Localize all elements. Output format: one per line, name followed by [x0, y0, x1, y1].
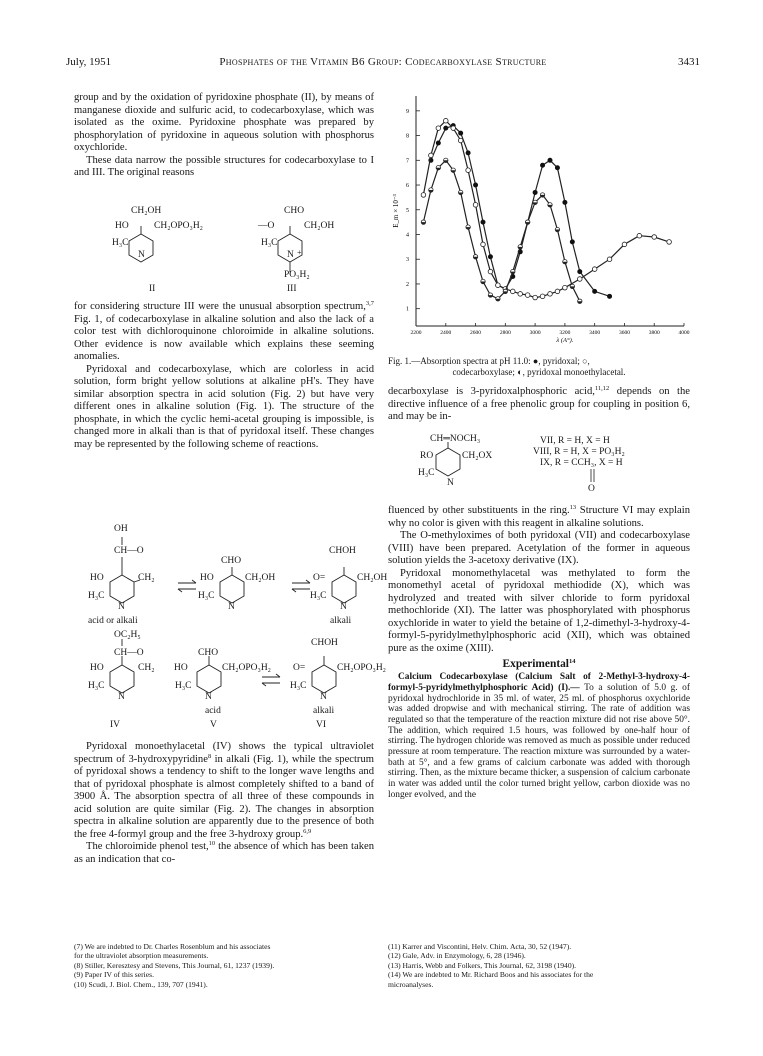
structures-II-III — [80, 222, 380, 300]
group-label: CH₂OH — [131, 206, 162, 216]
x-tick-label: 2200 — [410, 330, 422, 336]
caption-line: Fig. 1.—Absorption spectra at pH 11.0: ●, pyridoxal; ○, — [388, 356, 590, 366]
carbonyl-bond — [588, 468, 598, 484]
group-label: H₃C — [88, 591, 105, 601]
group-label: O — [588, 484, 595, 494]
data-point — [481, 242, 486, 247]
paragraph: Calcium Codecarboxylase (Calcium Salt of 2-Methyl-3-hydroxy-4-formyl-5-pyridylmethylphosphoric Acid) (I).— To a solution of 5.0 g. of pyridoxal hydrochloride in 35 ml. of water, 25 ml. of phosphorus oxychloride was added dropwise and with mechanical stirring. The rate of addition was regulated so that the temperature of the reaction mixture did not rise above 50°. The addition, which required 1.5 hours, was followed by one-half hour of stirring. The hydrogen chloride was removed as much as possible under reduced pressure at room temperature. The reaction mixture was surrounded by a water-bath at 5°, and a few grams of calcium carbonate was added with thorough stirring. Then, as the mixture became thicker, a suspension of calcium carbonate in water was added until the color turned bright yellow, carbon dioxide was no longer evolved, and the — [388, 672, 690, 800]
group-label: + — [297, 248, 302, 257]
group-label: O= — [313, 573, 326, 583]
data-point — [488, 269, 493, 274]
data-point — [444, 126, 448, 130]
figure-1-caption — [388, 356, 690, 378]
data-point — [592, 267, 597, 272]
footnote: (14) We are indebted to Mr. Richard Boos and his associates for the — [388, 970, 594, 980]
paragraph: The O-methyloximes of both pyridoxal (VII) and codecarboxylase (VIII) have been prepared. Acetylation of the former in aqueous solution yields the 3-acetoxy derivative (IX). — [388, 530, 690, 567]
condition-label: alkali — [330, 616, 352, 626]
group-label: CH═NOCH₃ — [430, 434, 481, 444]
group-label: N — [340, 602, 347, 612]
substituent-definition: VII, R = H, X = H — [540, 436, 610, 446]
data-point — [548, 292, 553, 297]
group-label: CHO — [284, 206, 305, 216]
data-point — [488, 255, 492, 259]
data-point — [474, 183, 478, 187]
group-label: CH₂OH — [304, 221, 335, 231]
group-label: N — [118, 602, 125, 612]
data-point — [510, 289, 515, 294]
group-label: N — [447, 478, 454, 488]
x-tick-label: 3000 — [529, 330, 541, 336]
footnote: (9) Paper IV of this series. — [74, 970, 154, 980]
group-label: CH₂OH — [245, 573, 276, 583]
group-label: RO — [420, 451, 434, 461]
group-label: CH₂ — [138, 663, 155, 673]
footnote: microanalyses. — [388, 979, 434, 989]
running-header — [66, 56, 700, 72]
data-point — [525, 293, 530, 298]
data-point — [459, 131, 463, 135]
pyridine-ring — [220, 575, 244, 603]
procedure-title: Calcium Codecarboxylase (Calcium Salt of 2-Methyl-3-hydroxy-4-formyl-5-pyridylmethylphosphoric Acid) (I).— — [388, 672, 690, 693]
data-point — [652, 235, 657, 240]
data-point — [436, 141, 440, 145]
figure-1-chart — [388, 90, 690, 352]
data-point — [593, 289, 597, 293]
group-label: H₃C — [418, 468, 435, 478]
x-tick-label: 3600 — [618, 330, 630, 336]
footnote: (11) Karrer and Viscontini, Helv. Chim. Acta, 30, 52 (1947). — [388, 942, 572, 951]
data-point — [548, 158, 552, 162]
group-label: CH₂OPO₃H₂ — [222, 663, 271, 673]
group-label: CHO — [221, 556, 242, 566]
right-column-middle — [388, 505, 690, 801]
x-tick-label: 3800 — [648, 330, 660, 336]
left-column-middle — [74, 301, 374, 452]
paragraph: group and by the oxidation of pyridoxine phosphate (II), by means of manganese dioxide and sulfuric acid, to codecarboxylase, which was isolated as the oxime. Pyridoxine phosphate was prepared by phosphorylation of pyridoxine in aqueous solution with phosphorus oxychloride. — [74, 92, 374, 154]
pyridine-ring — [312, 665, 336, 693]
x-tick-label: 2600 — [470, 330, 482, 336]
paragraph: The chloroimide phenol test,$^{10}$ the absence of which has been taken as an indication that co- — [74, 840, 374, 865]
data-point — [473, 203, 478, 208]
data-point — [451, 126, 456, 131]
group-label: N — [205, 692, 212, 702]
group-label: CHO — [198, 648, 219, 658]
group-label: HO — [200, 573, 214, 583]
substituent-definition: IX, R = CCH₃, X = H — [540, 458, 623, 468]
group-label: CH—O — [114, 546, 144, 556]
group-label: HO — [115, 221, 129, 231]
group-label: O= — [293, 663, 306, 673]
pyridine-ring — [110, 665, 134, 693]
footnote: (8) Stiller, Keresztesy and Stevens, This Journal, 61, 1237 (1939). — [74, 960, 275, 970]
y-tick-label: 2 — [406, 281, 409, 288]
footnote: (10) Scudi, J. Biol. Chem., 139, 707 (1941). — [74, 979, 208, 989]
x-tick-label: 3400 — [589, 330, 601, 336]
y-tick-label: 8 — [406, 133, 409, 140]
data-point — [458, 138, 463, 143]
group-label: CH₂OPO₃H₂ — [154, 221, 203, 231]
caption-line: codecarboxylase; ◐, pyridoxal monoethylacetal. — [452, 367, 626, 377]
reaction-scheme — [74, 515, 374, 711]
paragraph: fluenced by other substituents in the ring.$^{13}$ Structure VI may explain why no color is given with this reagent in alkaline solutions. — [388, 504, 690, 529]
header-date: July, 1951 — [66, 56, 112, 68]
group-label: OH — [114, 524, 128, 534]
data-point — [429, 153, 434, 158]
data-point — [570, 240, 574, 244]
group-label: CH₂OX — [462, 451, 493, 461]
series-line — [431, 126, 610, 297]
experimental-section — [388, 672, 690, 800]
group-label: HO — [90, 663, 104, 673]
condition-label: alkali — [313, 706, 335, 716]
y-tick-label: 3 — [406, 257, 409, 264]
group-label: H₃C — [175, 681, 192, 691]
y-tick-label: 7 — [406, 158, 409, 165]
data-point — [533, 190, 537, 194]
left-column-lower — [74, 741, 374, 866]
x-axis-label: λ (A°). — [556, 337, 574, 344]
footnote: (12) Gale, Adv. in Enzymology, 6, 28 (1946). — [388, 951, 526, 961]
data-point — [578, 270, 582, 274]
y-tick-label: 1 — [406, 306, 409, 313]
data-point — [563, 200, 567, 204]
y-tick-label: 6 — [406, 183, 409, 190]
compound-label: IV — [110, 720, 121, 730]
group-label: HO — [174, 663, 188, 673]
data-point — [421, 193, 426, 198]
data-point — [622, 242, 627, 247]
condition-label: acid — [205, 706, 221, 716]
y-tick-label: 4 — [406, 232, 409, 239]
group-label: —O — [258, 221, 275, 231]
group-label: HO — [90, 573, 104, 583]
y-tick-label: 9 — [406, 108, 409, 115]
data-point — [667, 240, 672, 245]
left-column-upper — [74, 92, 374, 180]
data-point — [540, 294, 545, 299]
group-label: CHOH — [329, 546, 356, 556]
group-label: N — [138, 250, 145, 260]
substituent-definition: VIII, R = H, X = PO₃H₂ — [533, 447, 625, 457]
pyridine-ring — [110, 575, 134, 603]
compound-label: VI — [316, 720, 327, 730]
series-line — [423, 121, 669, 298]
header-page-number: 3431 — [678, 56, 700, 68]
footnotes-right — [388, 942, 690, 989]
x-tick-label: 3200 — [559, 330, 571, 336]
compound-label: II — [149, 284, 156, 294]
group-label: H₃C — [88, 681, 105, 691]
data-point — [466, 168, 471, 173]
right-column-upper — [388, 386, 690, 424]
pyridine-ring — [197, 665, 221, 693]
data-point — [577, 277, 582, 282]
group-label: H₃C — [198, 591, 215, 601]
pyridine-ring — [332, 575, 356, 603]
group-label: CH₂ — [138, 573, 155, 583]
group-label: H₃C — [290, 681, 307, 691]
footnote: (7) We are indebted to Dr. Charles Rosenblum and his associates — [74, 942, 271, 951]
group-label: OC₂H₅ — [114, 630, 141, 640]
condition-label: acid or alkali — [88, 616, 138, 626]
data-point — [555, 166, 559, 170]
pyridine-ring — [436, 448, 460, 476]
data-point — [443, 118, 448, 123]
y-tick-label: 5 — [406, 207, 409, 214]
data-point — [481, 220, 485, 224]
data-point — [555, 289, 560, 294]
footnotes-left — [74, 942, 374, 989]
data-point — [436, 126, 441, 131]
paragraph: Pyridoxal and codecarboxylase, which are colorless in acid solution, form bright yellow solutions at alkaline pH's. They have similar absorption spectra in acid solution (Fig. 2) but have very different ones in alkaline solution (Fig. 1). The structure of the phosphate, in which the cyclic hemi-acetal grouping is impossible, is changed more in alkali than is that of pyridoxal itself. These changes may be represented by the following scheme of reactions. — [74, 363, 374, 451]
data-point — [496, 283, 501, 288]
group-label: N — [287, 250, 294, 260]
group-label: PO₃H₂ — [284, 270, 310, 280]
x-tick-label: 2400 — [440, 330, 452, 336]
group-label: CH—O — [114, 648, 144, 658]
data-point — [541, 163, 545, 167]
data-point — [608, 294, 612, 298]
y-axis-label: E_m × 10⁻³ — [392, 194, 400, 228]
data-point — [518, 292, 523, 297]
group-label: H₃C — [112, 238, 129, 248]
group-label: N — [118, 692, 125, 702]
section-heading: Experimental$^{14}$ — [502, 657, 576, 670]
footnote: for the ultraviolet absorption measurements. — [74, 951, 209, 961]
paragraph: These data narrow the possible structures for codecarboxylase to I and III. The original reasons — [74, 154, 374, 179]
x-tick-label: 4000 — [678, 330, 690, 336]
paragraph: Pyridoxal monoethylacetal (IV) shows the typical ultraviolet spectrum of 3-hydroxypyridine$^8$ in alkali (Fig. 1), while the spectrum of pyridoxal shows a tendency to shift to the longer wave lengths and that of pyridoxal phosphate is almost completely shifted to a band of 3900 Å. The absorption spectra of all three of these compounds in acid solution are quite similar (Fig. 2). The changes in absorption spectra in alkaline solution are apparently due to the presence of both the free 4-formyl group and the free 3-hydroxy group.$^{6,9}$ — [74, 741, 374, 840]
group-label: H₃C — [310, 591, 327, 601]
group-label: H₃C — [261, 238, 278, 248]
header-title: Phosphates of the Vitamin B6 Group: Codecarboxylase Structure — [219, 56, 547, 68]
group-label: CHOH — [311, 638, 338, 648]
x-tick-label: 2800 — [499, 330, 511, 336]
data-point — [533, 295, 538, 300]
data-point — [466, 151, 470, 155]
paragraph: Pyridoxal monomethylacetal was methylated to form the monomethyl acetal of pyridoxal methiodide (X), which was hydrolyzed and treated with silver chloride to form pyridoxal methochloride (XI). The latter was phosphorylated with phosphorus oxychloride in water to yield the betaine of 1,2-dimethyl-3-hydroxy-4-formyl-5-pyridylmethylphosphoric acid (XII), which was obtained pure as the oxime (XIII). — [388, 567, 690, 655]
group-label: CH₂OH — [357, 573, 388, 583]
paragraph: for considering structure III were the unusual absorption spectrum,$^{3,7}$ Fig. 1, of codecarboxylase in alkaline solution and also the lack of a color test with dichloroquinone chloroimide in alkaline solutions. Other evidence is now available which explains these seeming anomalies. — [74, 300, 374, 363]
footnote: (13) Harris, Webb and Folkers, This Journal, 62, 3198 (1940). — [388, 960, 577, 970]
group-label: N — [320, 692, 327, 702]
compound-label: V — [210, 720, 217, 730]
group-label: CH₂OPO₃H₂ — [337, 663, 386, 673]
paragraph: decarboxylase is 3-pyridoxalphosphoric acid,$^{11,12}$ depends on the directive influence of a free phenolic group for coupling in position 6, and may be in- — [388, 385, 690, 423]
data-point — [563, 285, 568, 290]
data-point — [637, 233, 642, 238]
group-label: N — [228, 602, 235, 612]
compound-label: III — [287, 284, 297, 294]
data-point — [607, 257, 612, 262]
